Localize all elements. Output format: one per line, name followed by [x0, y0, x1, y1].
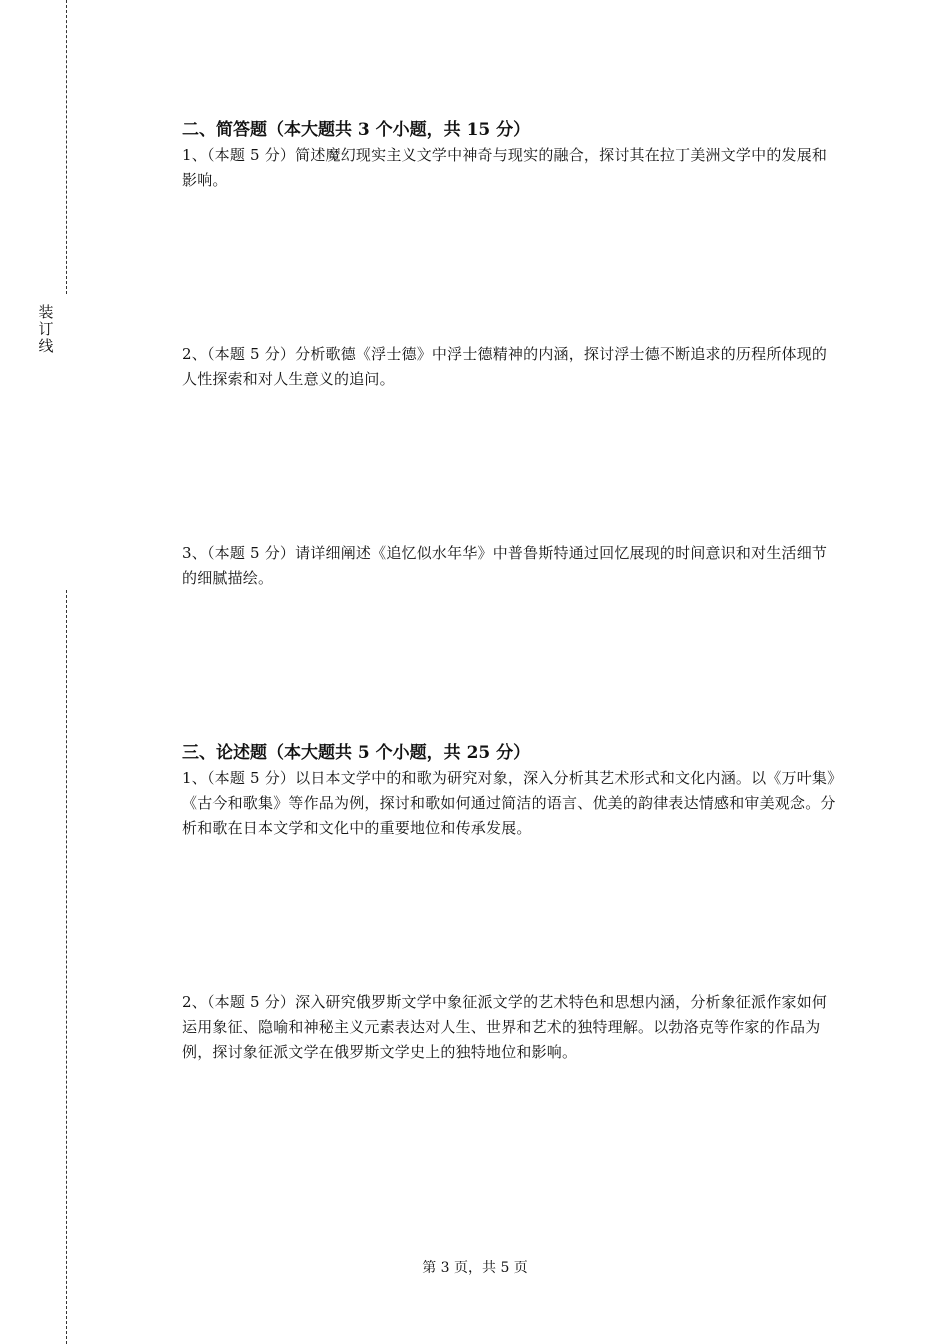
page-footer — [0, 1258, 950, 1278]
question-3-2: 2、（本题 5 分）深入研究俄罗斯文学中象征派文学的艺术特色和思想内涵，分析象征派作家如何运用象征、隐喻和神秘主义元素表达对人生、世界和艺术的独特理解。以勃洛克等作家的作品为例，探讨象征派文学在俄罗斯文学史上的独特地位和影响。 — [182, 993, 828, 1061]
binding-label: 装订线 — [38, 303, 54, 355]
section-title-essay: 三、论述题（本大题共 5 个小题，共 25 分） — [182, 743, 531, 763]
binding-line-top — [66, 0, 67, 294]
question-2-3: 3、（本题 5 分）请详细阐述《追忆似水年华》中普鲁斯特通过回忆展现的时间意识和对生活细节的细腻描绘。 — [182, 544, 828, 587]
question-2-2: 2、（本题 5 分）分析歌德《浮士德》中浮士德精神的内涵，探讨浮士德不断追求的历程所体现的人性探索和对人生意义的追问。 — [182, 345, 828, 388]
question-3-1: 1、（本题 5 分）以日本文学中的和歌为研究对象，深入分析其艺术形式和文化内涵。以《万叶集》《古今和歌集》等作品为例，探讨和歌如何通过简洁的语言、优美的韵律表达情感和审美观念。分析和歌在日本文学和文化中的重要地位和传承发展。 — [182, 769, 836, 837]
binding-line-bottom — [66, 590, 67, 1344]
question-2-1: 1、（本题 5 分）简述魔幻现实主义文学中神奇与现实的融合，探讨其在拉丁美洲文学中的发展和影响。 — [182, 146, 828, 189]
section-title-short-answer: 二、简答题（本大题共 3 个小题，共 15 分） — [182, 120, 531, 140]
page-number: 第 3 页，共 5 页 — [422, 1260, 528, 1276]
